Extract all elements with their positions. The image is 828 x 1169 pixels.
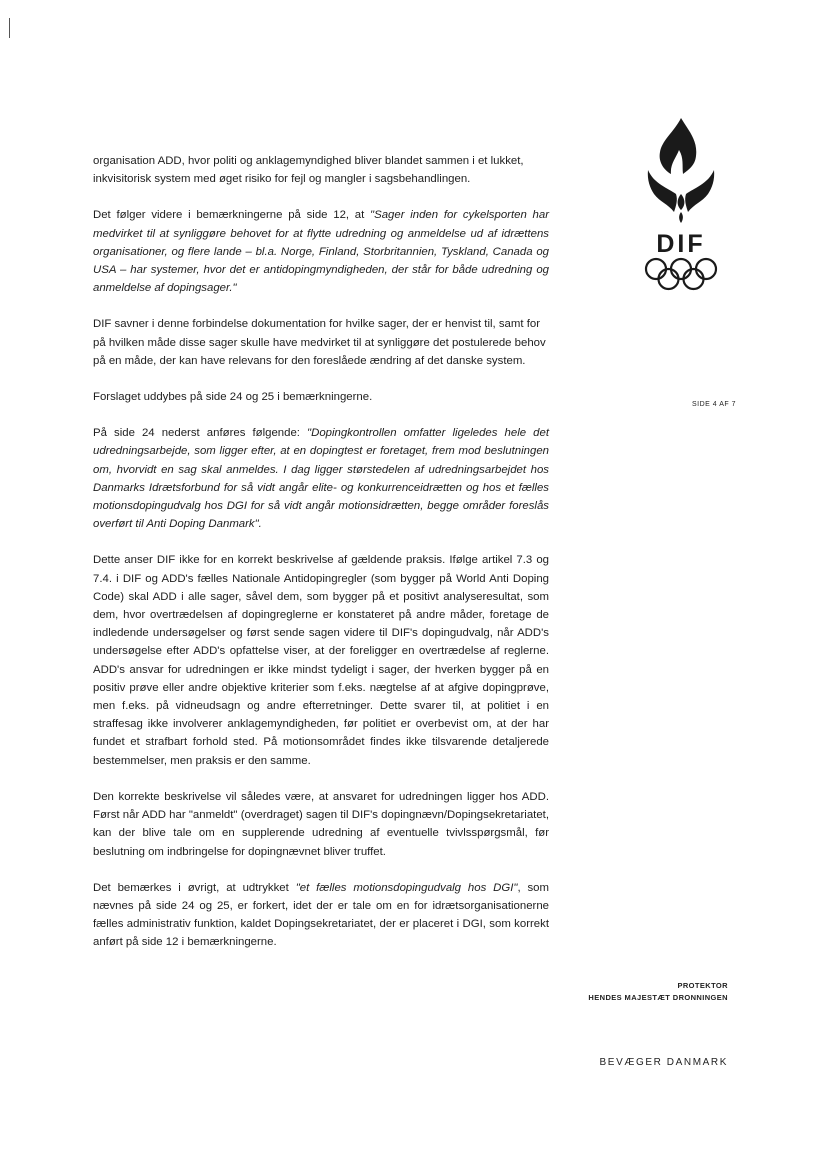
paragraph-8-intro: Det bemærkes i øvrigt, at udtrykket xyxy=(93,881,296,894)
paragraph-2 xyxy=(93,206,549,297)
flame-icon xyxy=(638,114,724,226)
paragraph-6: Dette anser DIF ikke for en korrekt beskrivelse af gældende praksis. Ifølge artikel 7.3 og 7.4. i DIF og ADD's fælles Nationale Antidopingregler (som bygger på World Anti Doping Code) skal ADD i alle sager, såvel dem, som bygger på et positivt analyseresultat, som dem, hvor overtrædelsen af dopingreglerne er konstateret på andre måder, foretage de indledende undersøgelser og først sende sagen videre til DIF's dopingudvalg, når ADD's undersøgelse efter ADD's opfattelse viser, at der foreligger en overtrædelse af reglerne. ADD's ansvar for udredningen er ikke mindst tydeligt i sager, der hverken bygger på en positiv prøve eller andre objektive kriterier som f.eks. nægtelse af at afgive dopingprøve, men f.eks. på vidneudsagn og andre efterretninger. Dette svarer til, at politiet i en straffesag ikke involverer anklagemyndigheden, før politiet er overbevist om, at der har fundet et strafbart forhold sted. På motionsområdet findes ikke tilsvarende detaljerede bestemmelser, men praksis er den samme. xyxy=(93,554,549,767)
paragraph-8-rest: , som nævnes på side 24 og 25, er forkert, idet der er tale om en for idrætsorganisationerne fælles administrativ funktion, kaldet Dopingsekretariatet, der er placeret i DGI, som korrekt anført på side 12 i bemærkningerne. xyxy=(93,881,549,949)
paragraph-2-intro: Det følger videre i bemærkningerne på side 12, at xyxy=(93,209,371,222)
protector-label: PROTEKTOR xyxy=(677,981,728,990)
paragraph-4: Forslaget uddybes på side 24 og 25 i bemærkningerne. xyxy=(93,391,373,404)
protector-block xyxy=(560,980,728,1004)
paragraph-3: DIF savner i denne forbindelse dokumentation for hvilke sager, der er henvist til, samt for på hvilken måde disse sager skulle have medvirket til at synliggøre det postulerede behov på en måde, der kan have relevans for den foreslåede ændring af det danske system. xyxy=(93,318,546,367)
scan-edge-mark xyxy=(9,18,10,38)
paragraph-7: Den korrekte beskrivelse vil således være, at ansvaret for udredningen ligger hos ADD. Først når ADD har "anmeldt" (overdraget) sagen til DIF's dopingnævn/Dopingsekretariatet, kan der blive tale om en supplerende udredning af eventuelle tvivlsspørgsmål, før beslutning om indbringelse for dopingnævnet bliver truffet. xyxy=(93,790,549,858)
paragraph-5-intro: På side 24 nederst anføres følgende: xyxy=(93,427,308,440)
letter-body xyxy=(93,152,549,970)
tagline: BEVÆGER DANMARK xyxy=(599,1057,728,1068)
protector-name: HENDES MAJESTÆT DRONNINGEN xyxy=(588,993,728,1002)
paragraph-8 xyxy=(93,879,549,952)
paragraph-1: organisation ADD, hvor politi og anklagemyndighed bliver blandet sammen i et lukket, inkvisitorisk system med øget risiko for fejl og mangler i sagsbehandlingen. xyxy=(93,155,524,186)
paragraph-5 xyxy=(93,424,549,533)
paragraph-5-quote: "Dopingkontrollen omfatter ligeledes hele det udredningsarbejde, som ligger efter, at en dopingtest er foretaget, frem mod beslutningen om, hvorvidt en sag skal anmeldes. I dag ligger størstedelen af udredningsarbejdet hos Danmarks Idrætsforbund for så vidt angår elite- og konkurrenceidrætten og hos et fælles motionsdopingudvalg hos DGI for så vidt angår motionsidrætten, begge områder foreslås overført til Anti Doping Danmark". xyxy=(93,427,549,531)
paragraph-8-quote: "et fælles motionsdopingudvalg hos DGI" xyxy=(295,881,518,894)
page-number: SIDE 4 AF 7 xyxy=(691,401,736,408)
paragraph-2-quote: "Sager inden for cykelsporten har medvirket til at synliggøre behovet for at flytte udredning og anmeldelse ud af idrættens organisationer, og flere lande – bl.a. Norge, Finland, Storbritannien, Tyskland, Canada og USA – har systemer, hvor det er antidopingmyndigheden, der står for både udredning og anmeldelse af dopingsager." xyxy=(93,209,550,295)
dif-logo-text: DIF xyxy=(656,230,706,258)
olympic-rings-icon xyxy=(638,256,724,292)
dif-logo xyxy=(638,114,724,294)
